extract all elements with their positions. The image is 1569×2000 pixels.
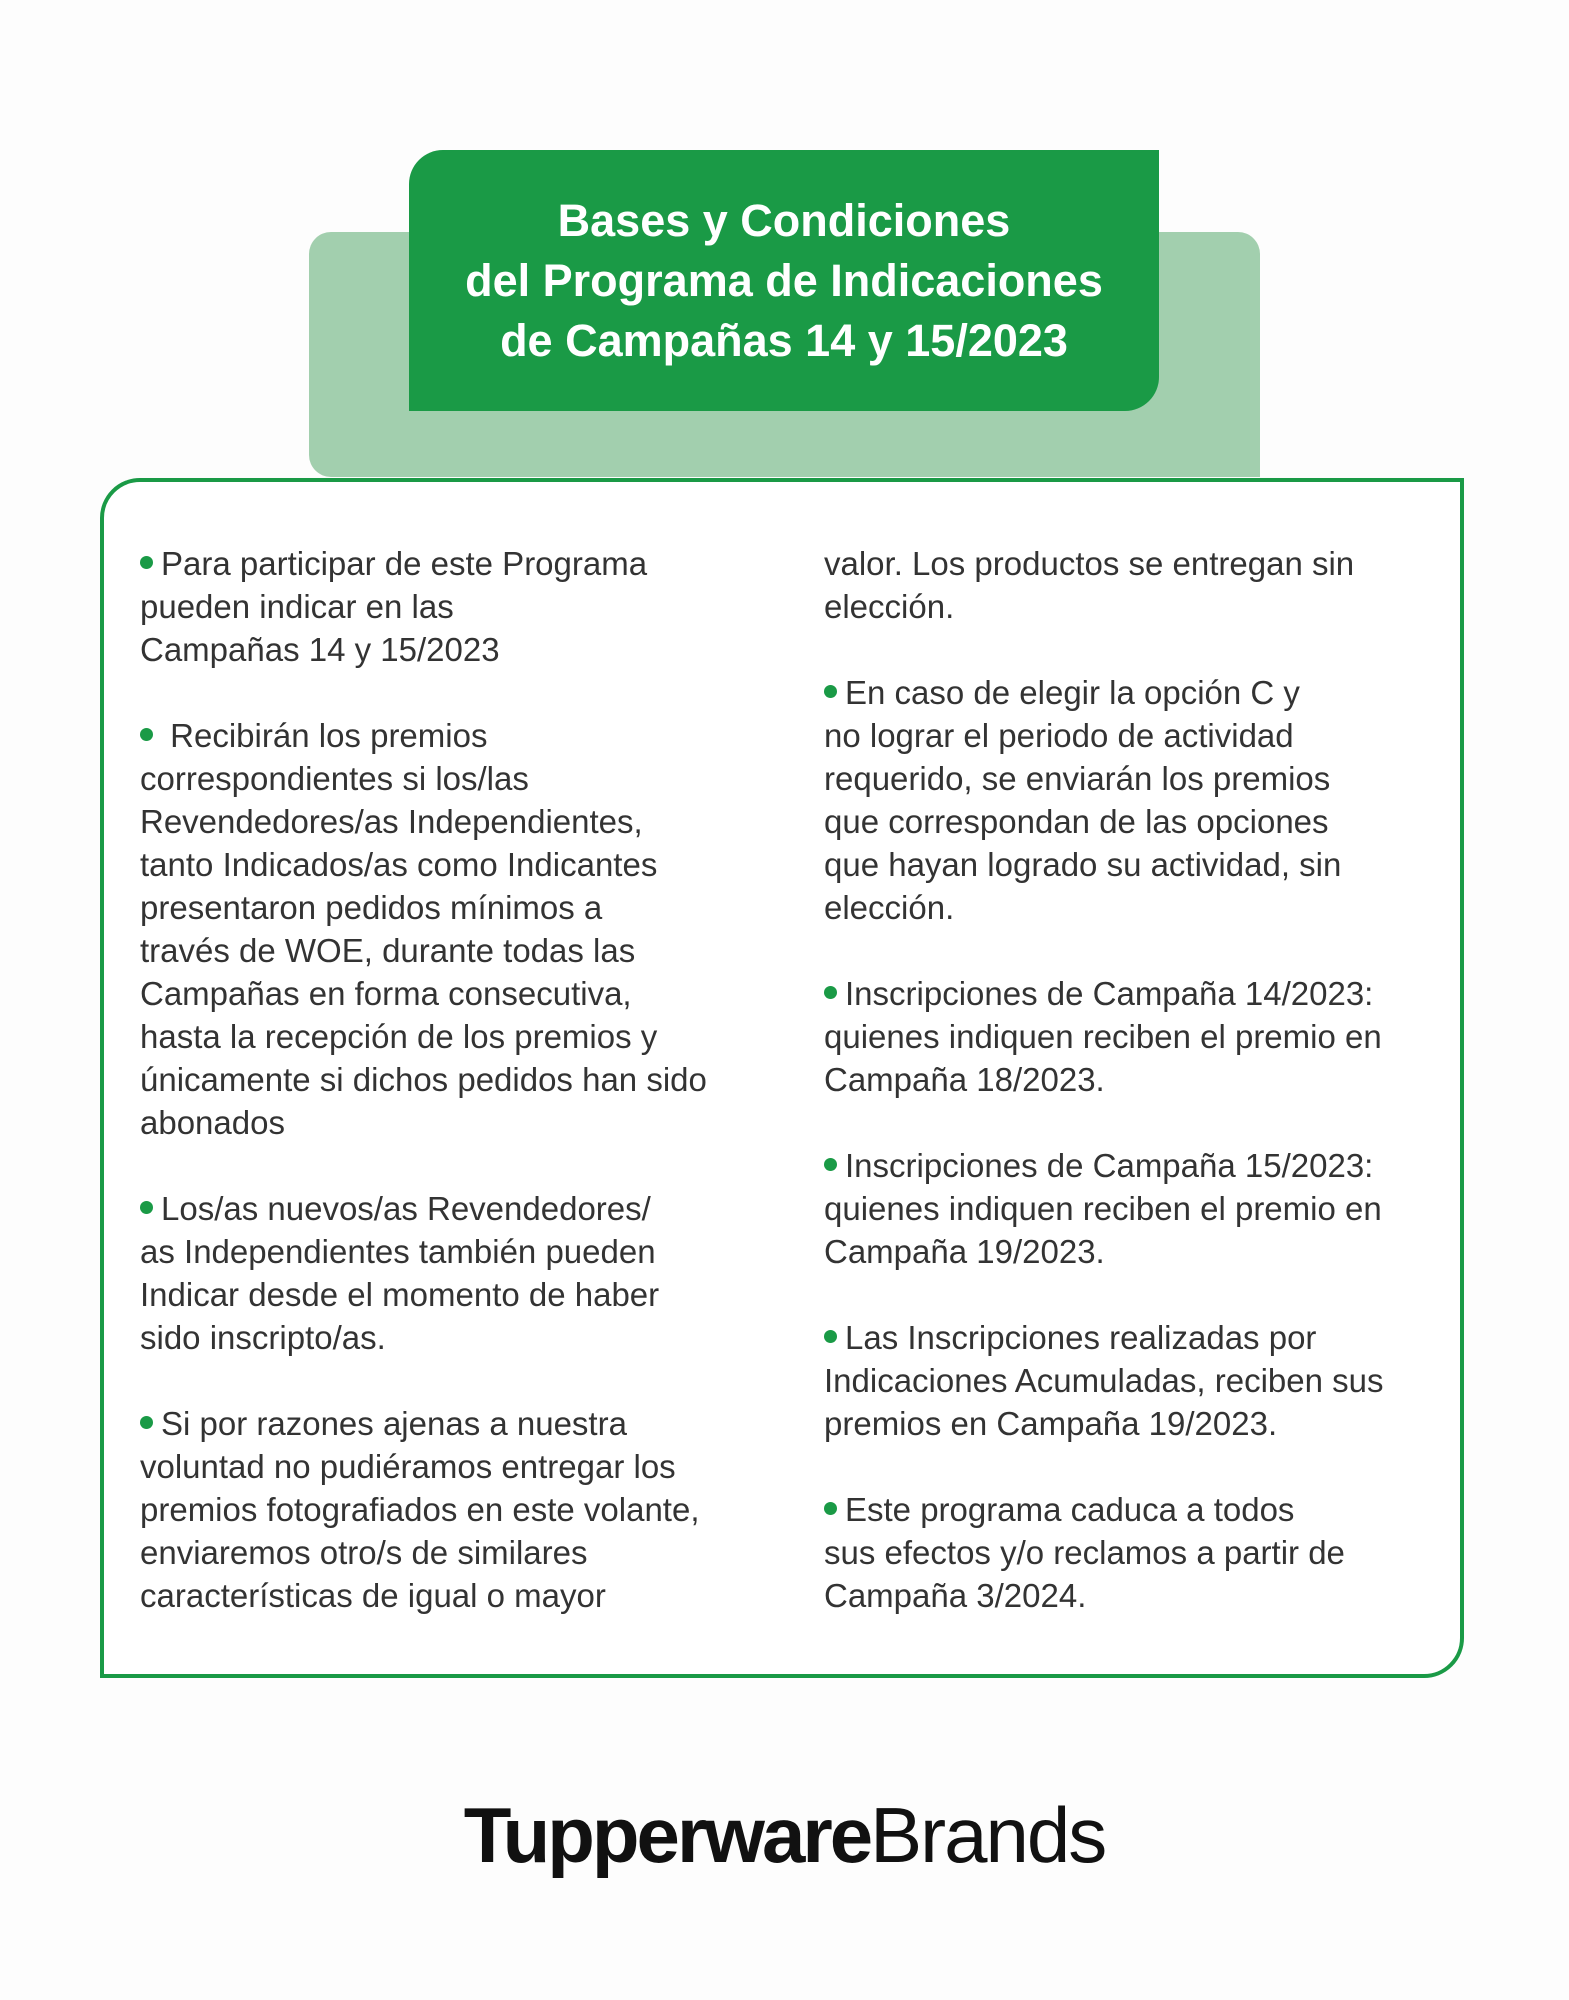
bullet-dot-icon: [824, 1502, 837, 1515]
term-line: que hayan logrado su actividad, sin: [824, 846, 1342, 883]
term-paragraph: [824, 972, 1434, 1101]
term-paragraph: [824, 1316, 1434, 1445]
title-line: del Programa de Indicaciones: [465, 254, 1103, 306]
term-line: elección.: [824, 889, 955, 926]
term-line: abonados: [140, 1104, 285, 1141]
bullet-dot-icon: [140, 1416, 153, 1429]
term-line: Campañas 14 y 15/2023: [140, 631, 500, 668]
term-line: sido inscripto/as.: [140, 1319, 386, 1356]
bullet-dot-icon: [140, 1201, 153, 1214]
term-line-text: En caso de elegir la opción C y: [845, 674, 1300, 711]
term-line: únicamente si dichos pedidos han sido: [140, 1061, 707, 1098]
title-line: Bases y Condiciones: [557, 194, 1011, 246]
term-line: características de igual o mayor: [140, 1577, 606, 1614]
brand-logo: [0, 1790, 1569, 1881]
term-line-text: Inscripciones de Campaña 14/2023:: [845, 975, 1374, 1012]
title-line: de Campañas 14 y 15/2023: [500, 314, 1068, 366]
term-line: [140, 714, 780, 757]
right-column: [824, 542, 1434, 1660]
term-line: [824, 1316, 1434, 1359]
term-line: premios en Campaña 19/2023.: [824, 1405, 1278, 1442]
term-paragraph: [140, 714, 780, 1144]
terms-frame: [100, 478, 1464, 1678]
left-column: [140, 542, 780, 1660]
term-line-text: Para participar de este Programa: [161, 545, 648, 582]
term-line: as Independientes también pueden: [140, 1233, 656, 1270]
term-line: [824, 1488, 1434, 1531]
header-title-panel: [409, 150, 1159, 411]
term-line: Campaña 19/2023.: [824, 1233, 1105, 1270]
term-line: requerido, se enviarán los premios: [824, 760, 1331, 797]
term-line: correspondientes si los/las: [140, 760, 529, 797]
bullet-dot-icon: [824, 986, 837, 999]
term-paragraph: [140, 1402, 780, 1617]
term-line: [824, 972, 1434, 1015]
term-line: [824, 1144, 1434, 1187]
term-paragraph: [140, 1187, 780, 1359]
bullet-dot-icon: [140, 556, 153, 569]
term-line: que correspondan de las opciones: [824, 803, 1329, 840]
term-line: Campañas en forma consecutiva,: [140, 975, 632, 1012]
term-line-text: Los/as nuevos/as Revendedores/: [161, 1190, 651, 1227]
term-line: Campaña 18/2023.: [824, 1061, 1105, 1098]
term-line: [140, 1187, 780, 1230]
term-line: voluntad no pudiéramos entregar los: [140, 1448, 676, 1485]
term-paragraph: [824, 1488, 1434, 1617]
term-line: no lograr el periodo de actividad: [824, 717, 1294, 754]
term-line: valor. Los productos se entregan sin: [824, 545, 1355, 582]
term-line: elección.: [824, 588, 955, 625]
term-line-text: Inscripciones de Campaña 15/2023:: [845, 1147, 1374, 1184]
term-paragraph: [824, 1144, 1434, 1273]
term-line: tanto Indicados/as como Indicantes: [140, 846, 658, 883]
term-line: través de WOE, durante todas las: [140, 932, 636, 969]
term-line: Campaña 3/2024.: [824, 1577, 1087, 1614]
term-paragraph: [140, 542, 780, 671]
term-line: Indicar desde el momento de haber: [140, 1276, 660, 1313]
bullet-dot-icon: [824, 1158, 837, 1171]
term-line: sus efectos y/o reclamos a partir de: [824, 1534, 1345, 1571]
logo-regular-text: Brands: [870, 1791, 1106, 1879]
bullet-dot-icon: [824, 685, 837, 698]
term-paragraph: [824, 671, 1434, 929]
term-line: premios fotografiados en este volante,: [140, 1491, 700, 1528]
bullet-dot-icon: [140, 728, 153, 741]
term-line: enviaremos otro/s de similares: [140, 1534, 588, 1571]
term-line: [824, 671, 1434, 714]
term-line: presentaron pedidos mínimos a: [140, 889, 603, 926]
bullet-dot-icon: [824, 1330, 837, 1343]
term-line: Revendedores/as Independientes,: [140, 803, 643, 840]
term-line-text: Si por razones ajenas a nuestra: [161, 1405, 627, 1442]
term-line-text: Este programa caduca a todos: [845, 1491, 1295, 1528]
term-line: [140, 542, 780, 585]
logo-bold-text: Tupperware: [463, 1791, 871, 1879]
term-line: [140, 1402, 780, 1445]
term-line: pueden indicar en las: [140, 588, 454, 625]
term-line-text: Recibirán los premios: [161, 717, 488, 754]
term-line: Indicaciones Acumuladas, reciben sus: [824, 1362, 1384, 1399]
term-line: hasta la recepción de los premios y: [140, 1018, 658, 1055]
term-line-text: Las Inscripciones realizadas por: [845, 1319, 1317, 1356]
term-paragraph: [824, 542, 1434, 628]
term-line: quienes indiquen reciben el premio en: [824, 1018, 1382, 1055]
term-line: quienes indiquen reciben el premio en: [824, 1190, 1382, 1227]
